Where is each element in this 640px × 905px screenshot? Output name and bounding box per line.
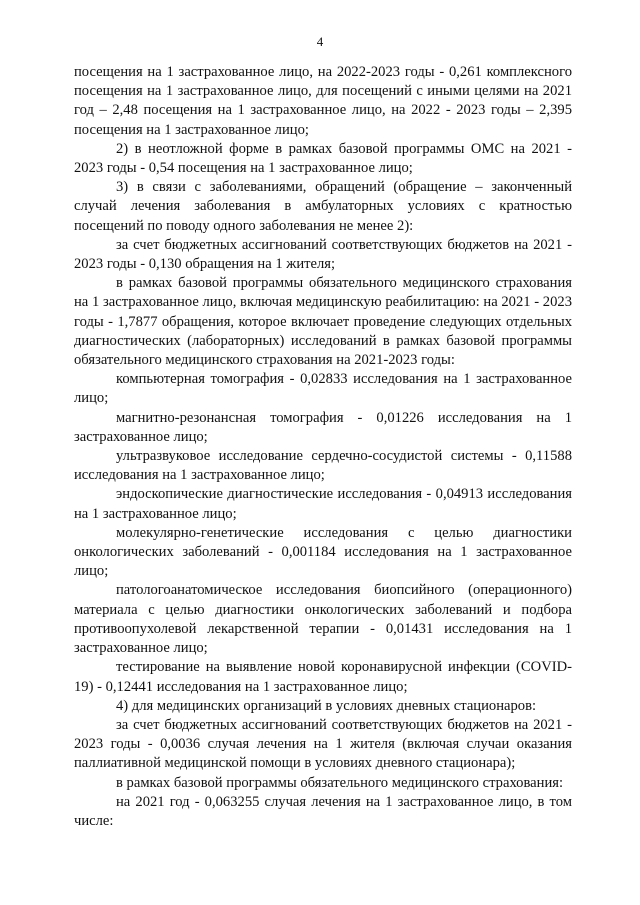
paragraph-ultrasound: ультразвуковое исследование сердечно-сосудистой системы - 0,11588 исследования на 1 застрахованное лицо;: [74, 448, 572, 484]
paragraph-disease-appeals: 3) в связи с заболеваниями, обращений (обращение – законченный случай лечения заболевания в амбулаторных условиях с кратностью посещений по поводу одного заболевания не менее 2):: [74, 179, 572, 234]
paragraph-emergency-visits: 2) в неотложной форме в рамках базовой программы ОМС на 2021 - 2023 годы - 0,54 посещения на 1 застрахованное лицо;: [74, 140, 572, 177]
paragraph-budget-appeals: за счет бюджетных ассигнований соответствующих бюджетов на 2021 - 2023 годы - 0,130 обращения на 1 жителя;: [74, 236, 572, 273]
paragraph-oms-appeals: в рамках базовой программы обязательного медицинского страхования на 1 застрахованное лицо, включая медицинскую реабилитацию: на 2021 - 2023 годы - 1,7877 обращения, которое включает проведение следующих отдельных диагностических (лабораторных) исследований в рамках базовой программы обязательного медицинского страхования на 2021-2023 годы:: [74, 275, 572, 369]
paragraph-visits-continuation: посещения на 1 застрахованное лицо, на 2022-2023 годы - 0,261 комплексного посещения на 1 застрахованное лицо, для посещений с иными целями на 2021 год – 2,48 посещения на 1 застрахованное лицо, на 2022 - 2023 годы – 2,395 посещения на 1 застрахованное лицо;: [74, 64, 572, 138]
paragraph-day-hospitals: 4) для медицинских организаций в условиях дневных стационаров:: [116, 697, 537, 714]
paragraph-pathology: патологоанатомическое исследования биопсийного (операционного) материала с целью диагностики онкологических заболеваний и подбора противоопухолевой лекарственной терапии - 0,01431 исследования на 1 застрахованное лицо;: [74, 582, 572, 657]
paragraph-day-hospital-oms: в рамках базовой программы обязательного медицинского страхования:: [116, 774, 564, 791]
paragraph-covid-testing: тестирование на выявление новой коронавирусной инфекции (COVID-19) - 0,12441 исследования на 1 застрахованное лицо;: [74, 659, 572, 695]
paragraph-mri: магнитно-резонансная томография - 0,01226 исследования на 1 застрахованное лицо;: [74, 409, 572, 445]
paragraph-ct: компьютерная томография - 0,02833 исследования на 1 застрахованное лицо;: [74, 371, 572, 407]
paragraph-day-hospital-budget: за счет бюджетных ассигнований соответствующих бюджетов на 2021 - 2023 годы - 0,0036 случая лечения на 1 жителя (включая случаи оказания паллиативной медицинской помощи в условиях дневного стационара);: [74, 716, 572, 772]
paragraph-molecular-genetic: молекулярно-генетические исследования с целью диагностики онкологических заболеваний - 0,001184 исследования на 1 застрахованное лицо;: [74, 524, 572, 580]
paragraph-2021-treatment: на 2021 год - 0,063255 случая лечения на 1 застрахованное лицо, в том числе:: [74, 793, 572, 829]
page-number: 4: [316, 34, 324, 49]
document-body: [74, 63, 572, 831]
paragraph-endoscopy: эндоскопические диагностические исследования - 0,04913 исследования на 1 застрахованное лицо;: [74, 486, 572, 522]
